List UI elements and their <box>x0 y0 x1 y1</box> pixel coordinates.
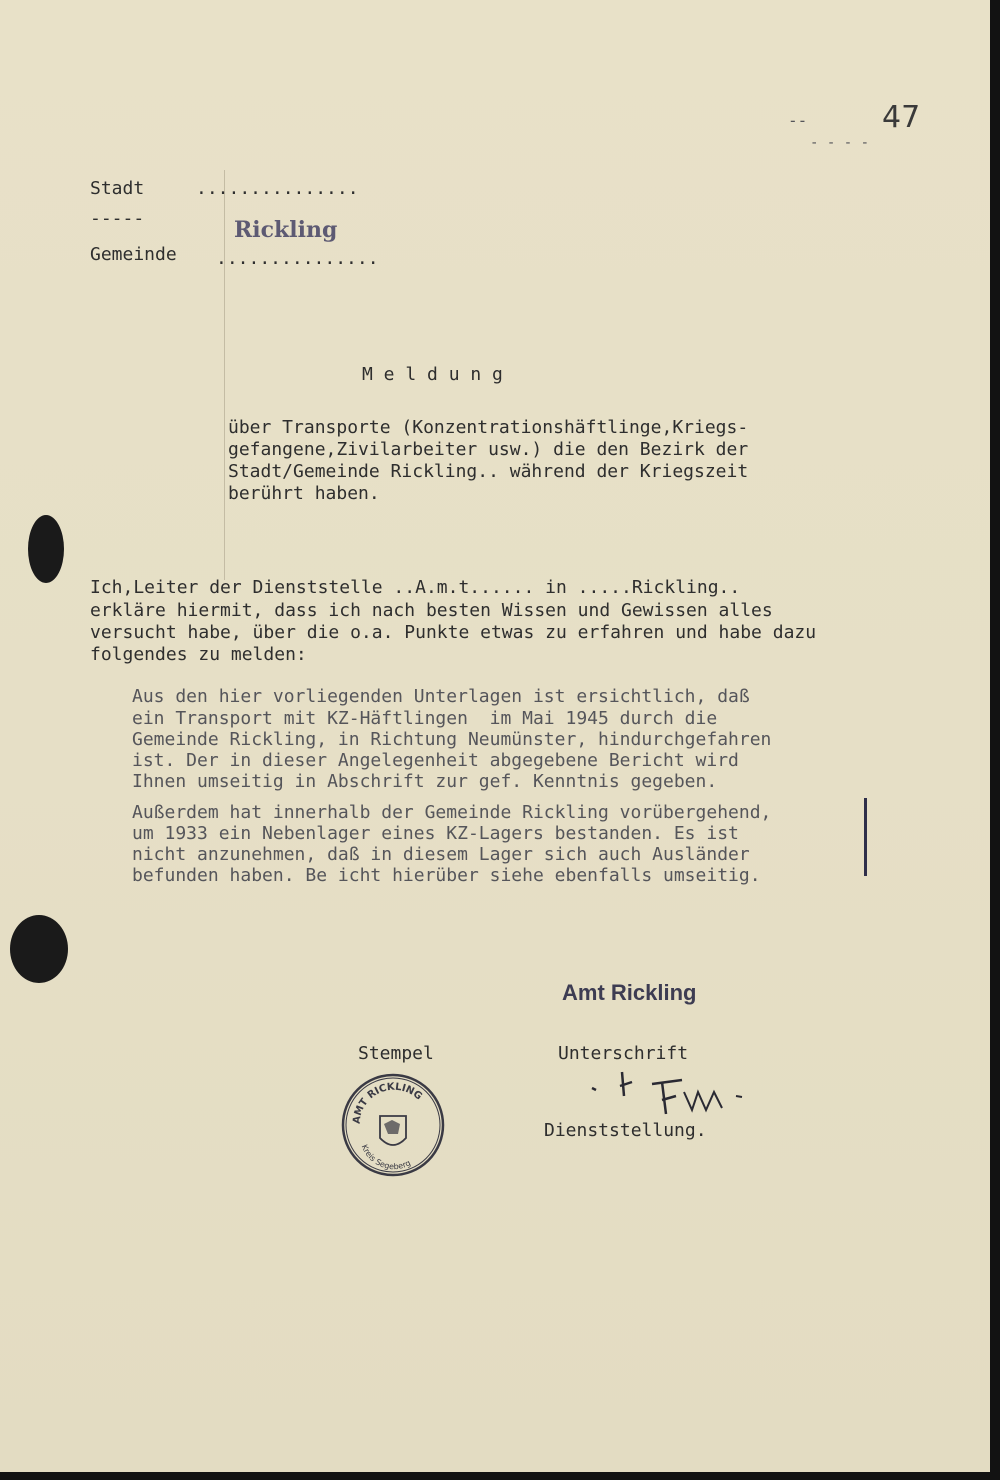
declaration-line-2: erkläre hiermit, dass ich nach besten Wissen und Gewissen alles <box>90 600 773 621</box>
margin-line <box>224 170 225 580</box>
stadt-dots: ............... <box>196 178 359 199</box>
subject-line-1: über Transporte (Konzentrationshäftlinge,Kriegs- <box>228 417 749 438</box>
stempel-label: Stempel <box>358 1043 434 1064</box>
report-p2-line-1: Außerdem hat innerhalb der Gemeinde Rickling vorübergehend, <box>132 802 772 823</box>
stadt-strike: ----- <box>90 208 145 229</box>
subject-line-3: Stadt/Gemeinde Rickling.. während der Kriegszeit <box>228 461 749 482</box>
margin-bar <box>864 798 867 876</box>
report-p1-line-1: Aus den hier vorliegenden Unterlagen ist ersichtlich, daß <box>132 686 750 707</box>
page-number: 47 <box>882 100 921 135</box>
report-p2-line-3: nicht anzunehmen, daß in diesem Lager sich auch Ausländer <box>132 844 750 865</box>
stadt-label: Stadt <box>90 178 145 199</box>
punch-hole-bottom <box>10 915 68 983</box>
unterschrift-label: Unterschrift <box>558 1043 689 1064</box>
handwritten-signature <box>586 1066 756 1122</box>
document-title: M e l d u n g <box>362 364 503 385</box>
declaration-line-4: folgendes zu melden: <box>90 644 307 665</box>
seal-bottom-text: Kreis Segeberg <box>359 1143 413 1172</box>
subject-line-2: gefangene,Zivilarbeiter usw.) die den Bezirk der <box>228 439 749 460</box>
gemeinde-stamp: Rickling <box>234 217 338 243</box>
report-p1-line-2: ein Transport mit KZ-Häftlingen im Mai 1945 durch die <box>132 708 718 729</box>
svg-text:AMT RICKLING <box>352 1081 424 1124</box>
seal-top-text: AMT RICKLING <box>351 1081 424 1125</box>
page-mark: -- <box>788 111 808 130</box>
report-p1-line-4: ist. Der in dieser Angelegenheit abgegebene Bericht wird <box>132 750 739 771</box>
subject-line-4: berührt haben. <box>228 483 380 504</box>
declaration-line-1: Ich,Leiter der Dienststelle ..A.m.t...... in .....Rickling.. <box>90 577 741 598</box>
report-p1-line-5: Ihnen umseitig in Abschrift zur gef. Kenntnis gegeben. <box>132 771 718 792</box>
amt-rickling-stamp: Amt Rickling <box>562 980 697 1005</box>
declaration-line-3: versucht habe, über die o.a. Punkte etwas zu erfahren und habe dazu <box>90 622 817 643</box>
report-p2-line-2: um 1933 ein Nebenlager eines KZ-Lagers bestanden. Es ist <box>132 823 739 844</box>
report-p2-line-4: befunden haben. Be icht hierüber siehe ebenfalls umseitig. <box>132 865 761 886</box>
dienststellung-label: Dienststellung. <box>544 1120 707 1141</box>
gemeinde-label: Gemeinde <box>90 244 177 265</box>
round-seal-stamp <box>340 1072 446 1178</box>
punch-hole-top <box>28 515 64 583</box>
page-dash-line: - - - - <box>810 135 870 151</box>
report-p1-line-3: Gemeinde Rickling, in Richtung Neumünster, hindurchgefahren <box>132 729 772 750</box>
gemeinde-dots: ............... <box>216 248 379 269</box>
